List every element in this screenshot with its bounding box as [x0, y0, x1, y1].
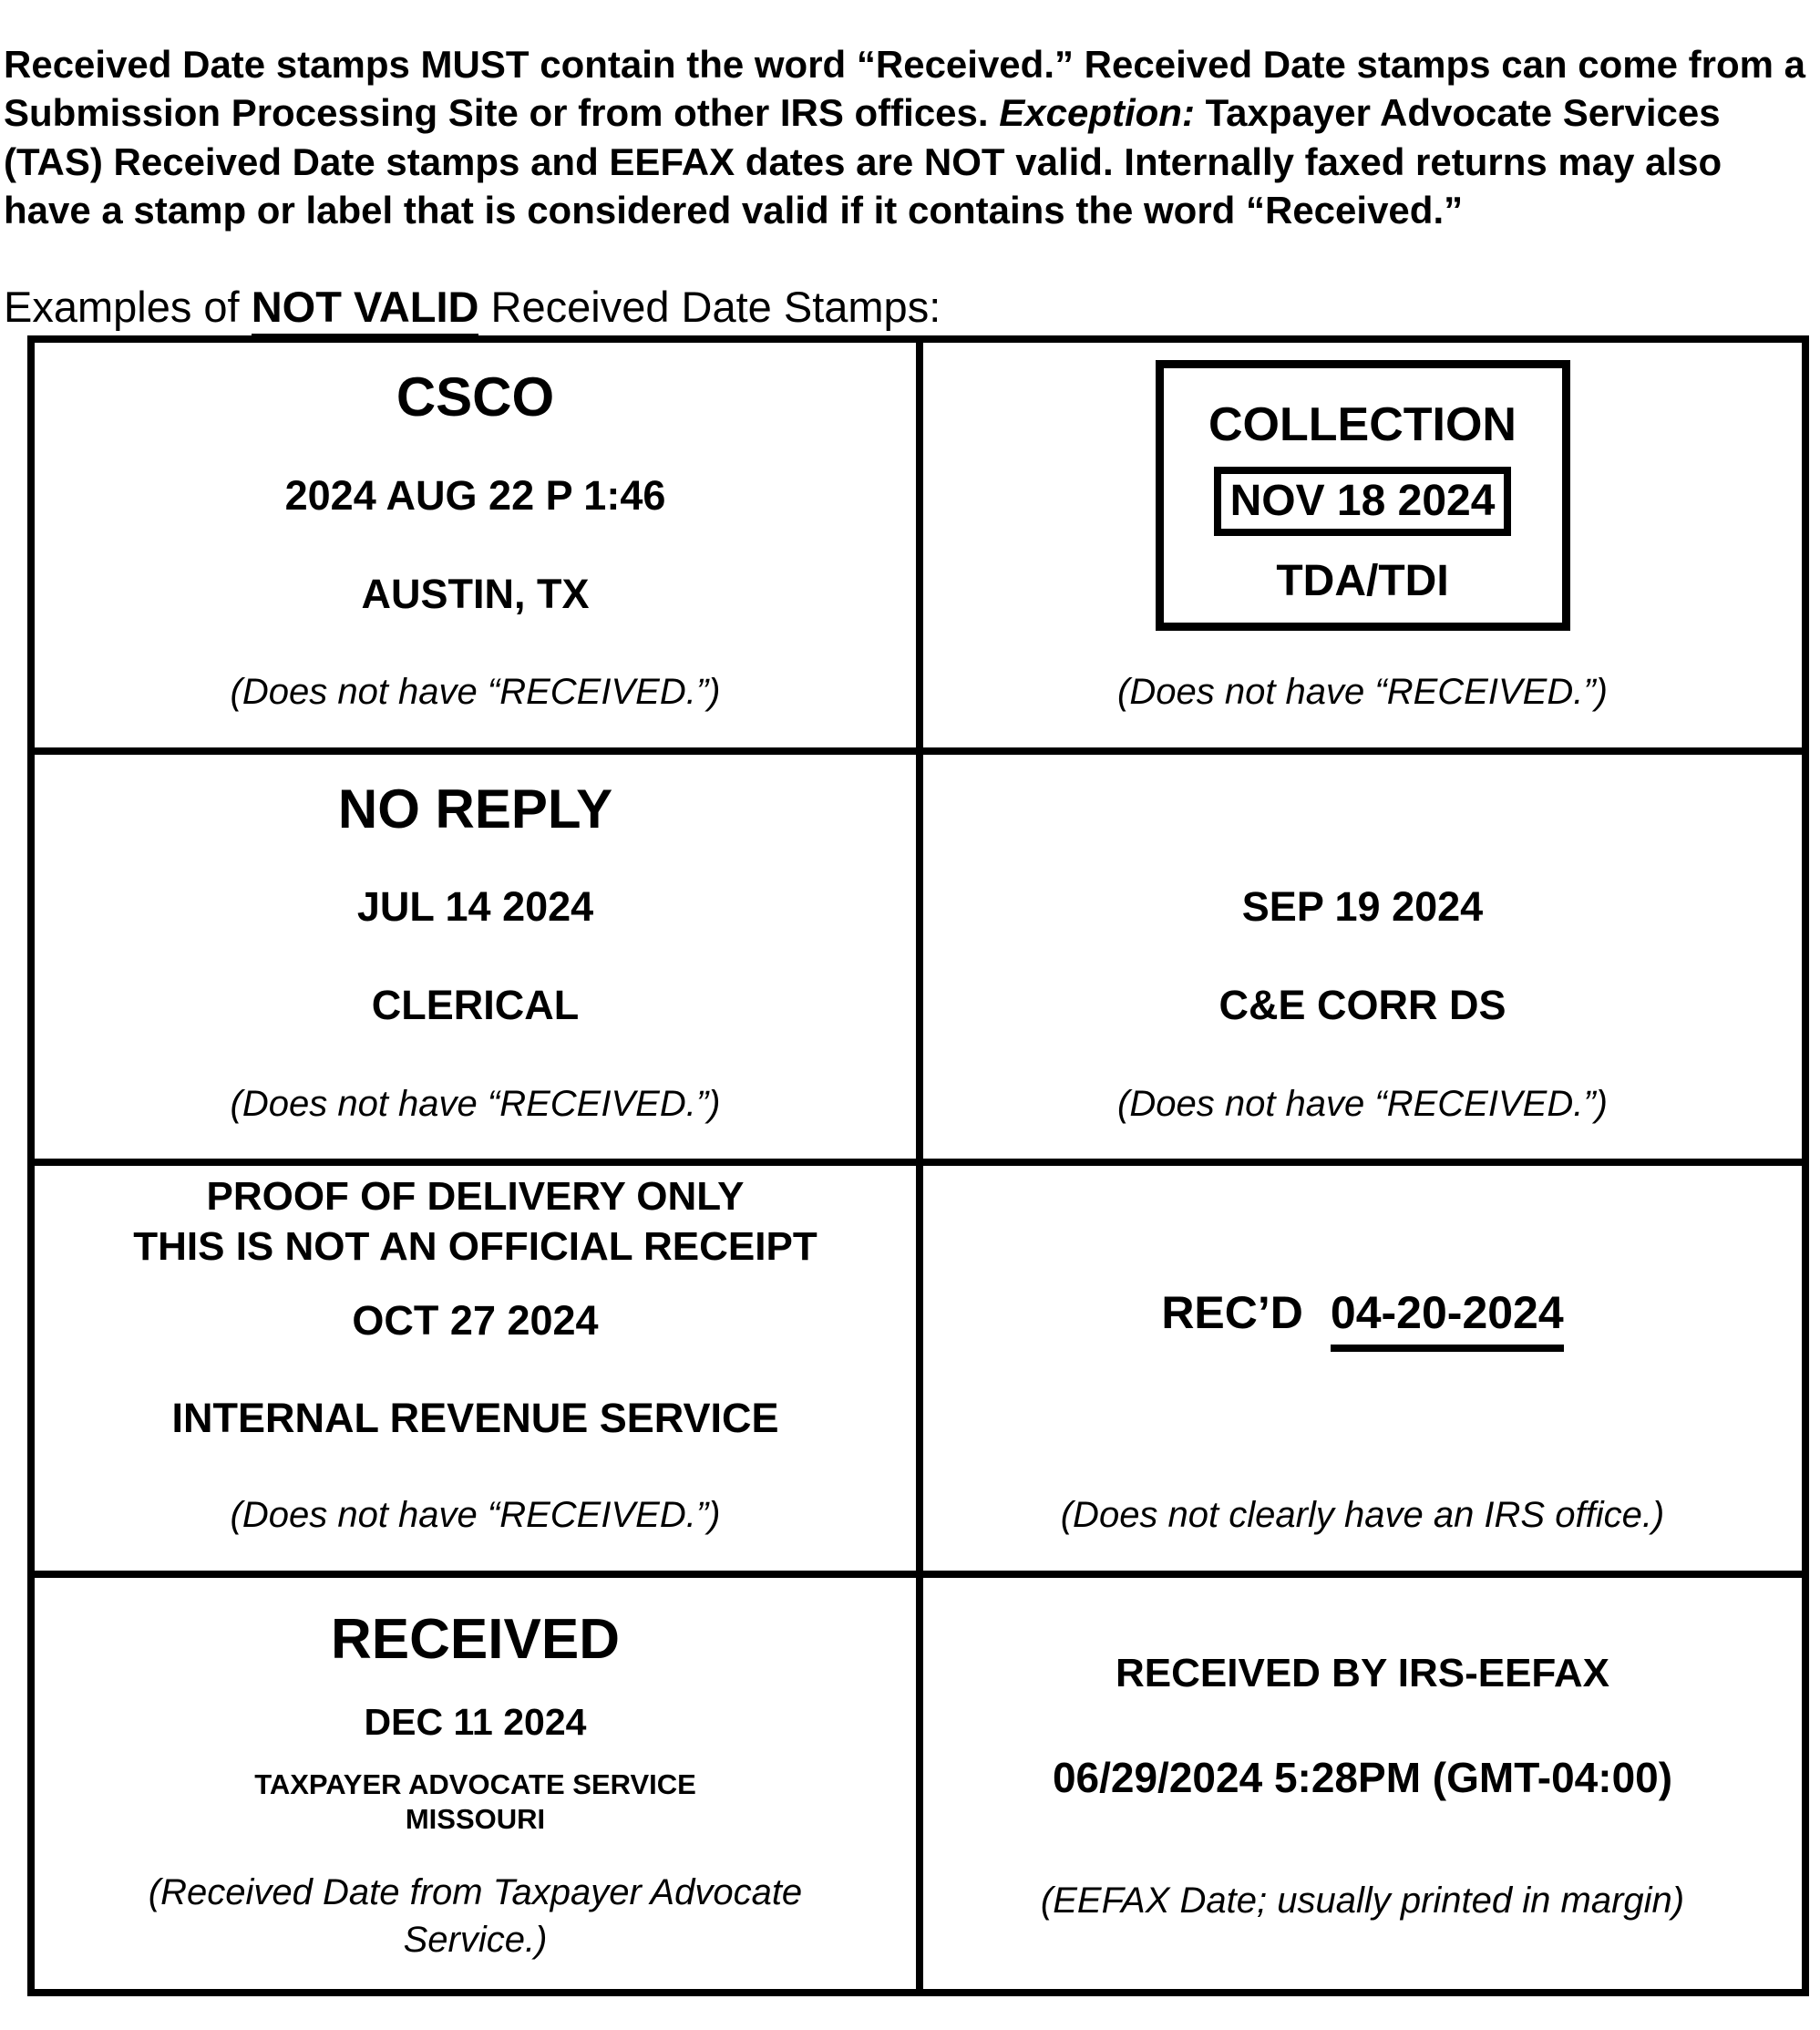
stamp-date: OCT 27 2024 [352, 1296, 599, 1344]
stamp-office-line2: MISSOURI [405, 1803, 546, 1836]
examples-heading-prefix: Examples of [4, 283, 252, 331]
stamp-office: AUSTIN, TX [361, 570, 590, 617]
stamp-cell-collection [923, 343, 1802, 755]
stamp-cell-no-reply [35, 755, 923, 1167]
stamp-cell-tas [35, 1578, 923, 1990]
intro-text-part2: Taxpayer Advocate Services (TAS) Received Date stamps and EEFAX dates are NOT valid. Internally faxed returns may also have a stamp or label that is considered valid if it contains the word “Received.” [4, 91, 1722, 232]
stamp-cell-proof-of-delivery [35, 1166, 923, 1578]
stamp-caption: (Does not have “RECEIVED.”) [230, 672, 721, 713]
stamp-title-line2: THIS IS NOT AN OFFICIAL RECEIPT [133, 1224, 817, 1269]
recd-date-underlined: 04-20-2024 [1331, 1286, 1564, 1352]
stamp-title-line1: PROOF OF DELIVERY ONLY [206, 1174, 745, 1219]
collection-date-box: NOV 18 2024 [1214, 467, 1512, 536]
stamp-date: JUL 14 2024 [356, 883, 594, 931]
stamp-cell-eefax [923, 1578, 1802, 1990]
stamp-title: COLLECTION [1208, 398, 1517, 452]
stamp-caption: (Does not clearly have an IRS office.) [1060, 1495, 1665, 1536]
stamp-caption: (Does not have “RECEIVED.”) [230, 1495, 721, 1536]
stamp-title-block [133, 1171, 817, 1272]
stamp-code: TDA/TDI [1276, 557, 1449, 606]
stamp-caption: (Received Date from Taxpayer Advocate Service.) [148, 1872, 803, 1960]
stamp-office-line1: TAXPAYER ADVOCATE SERVICE [254, 1767, 696, 1800]
not-valid-emphasis: NOT VALID [252, 283, 479, 340]
stamp-office-block [254, 1767, 696, 1839]
stamp-datetime: 06/29/2024 5:28PM (GMT-04:00) [1052, 1753, 1673, 1801]
intro-text-part1: Received Date stamps MUST contain the word “Received.” Received Date stamps can come from a Submission Processing Site or from other IRS offices. [4, 43, 1805, 135]
stamp-caption: (Does not have “RECEIVED.”) [230, 1083, 721, 1124]
stamp-office: C&E CORR DS [1218, 982, 1506, 1029]
examples-heading [4, 282, 941, 332]
stamp-caption: (EEFAX Date; usually printed in margin) [1040, 1880, 1685, 1921]
recd-line [1161, 1286, 1563, 1352]
stamp-title: RECEIVED BY IRS-EEFAX [1116, 1650, 1609, 1695]
stamp-title: RECEIVED [331, 1607, 620, 1671]
stamp-date: 2024 AUG 22 P 1:46 [284, 471, 666, 519]
examples-heading-suffix: Received Date Stamps: [478, 283, 941, 331]
intro-paragraph [4, 40, 1817, 234]
stamp-caption: (Does not have “RECEIVED.”) [1117, 672, 1608, 713]
stamp-date: SEP 19 2024 [1241, 883, 1484, 931]
stamp-date: DEC 11 2024 [364, 1700, 587, 1743]
stamp-office: CLERICAL [371, 982, 580, 1029]
stamp-office: INTERNAL REVENUE SERVICE [171, 1394, 779, 1441]
stamp-title: NO REPLY [337, 778, 613, 840]
stamp-title: CSCO [396, 366, 555, 428]
stamp-cell-ce-corr [923, 755, 1802, 1167]
stamp-cell-recd [923, 1166, 1802, 1578]
stamp-caption: (Does not have “RECEIVED.”) [1117, 1083, 1608, 1124]
collection-stamp-box [1156, 360, 1570, 631]
stamp-cell-csco [35, 343, 923, 755]
stamps-table [27, 335, 1809, 1996]
recd-label: REC’D [1161, 1286, 1303, 1338]
exception-label: Exception: [999, 91, 1195, 135]
